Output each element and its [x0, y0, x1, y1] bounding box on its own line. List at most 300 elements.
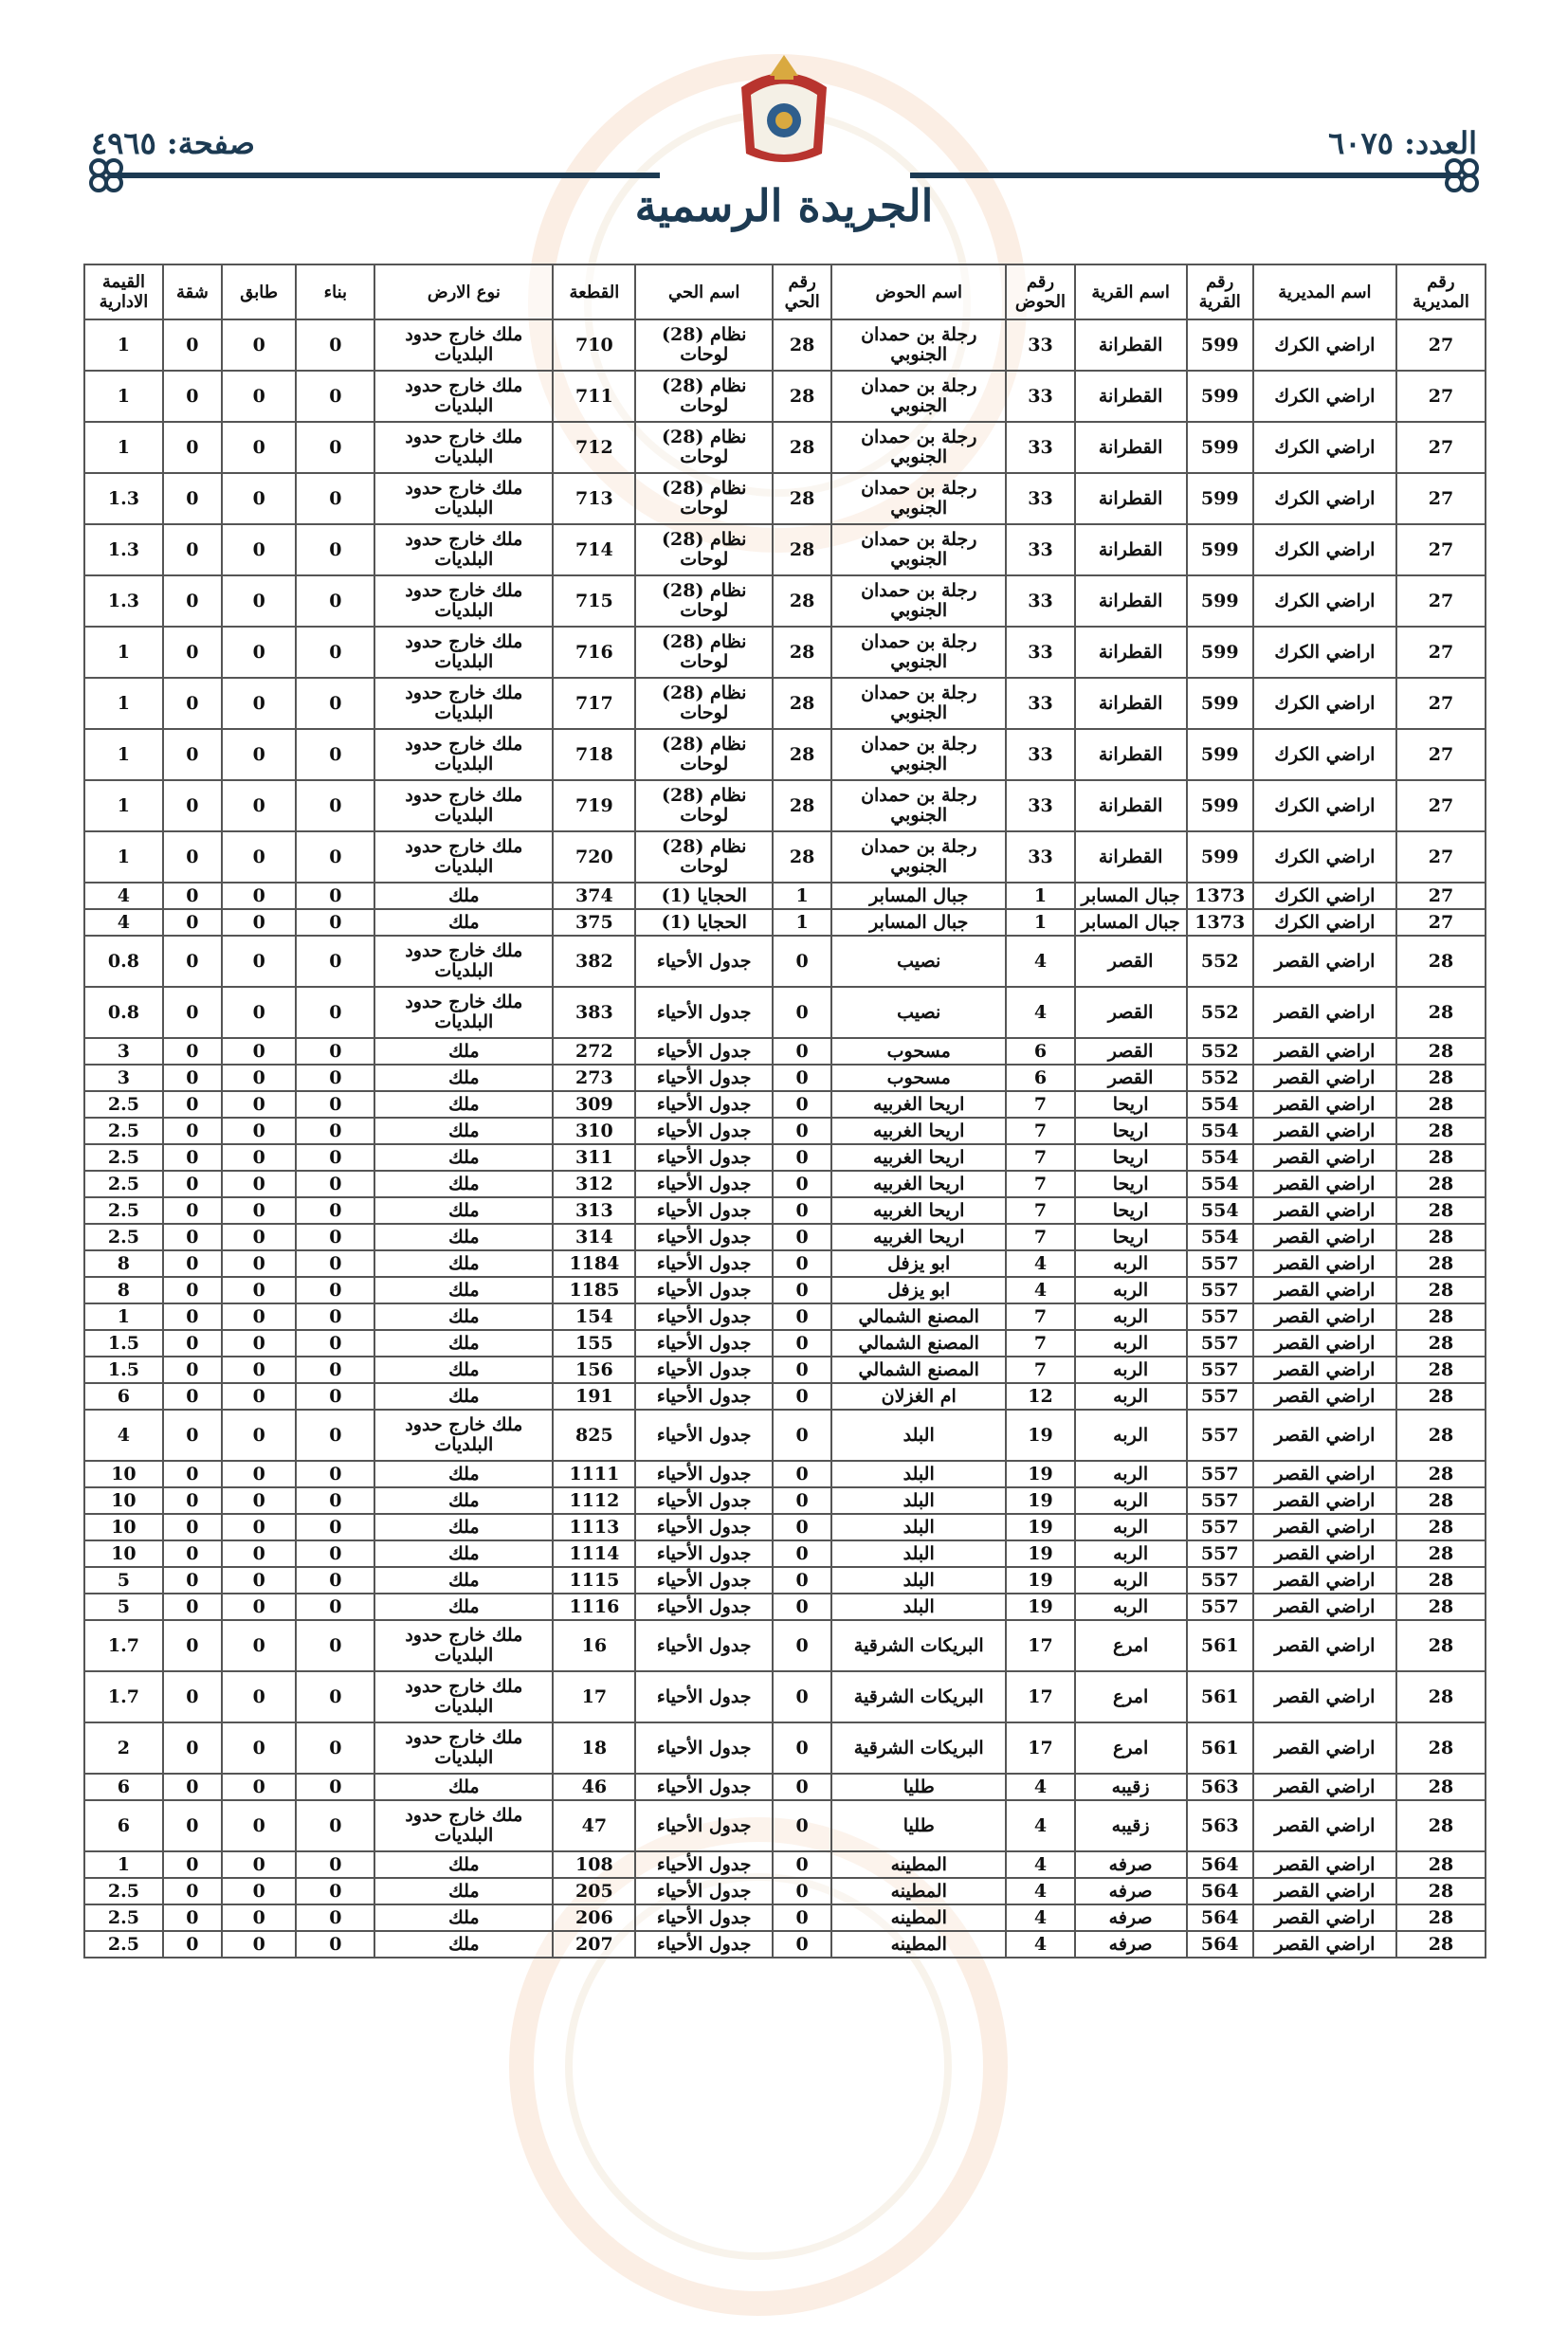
table-row: [84, 524, 1486, 575]
table-cell: 0: [222, 729, 297, 780]
table-cell: 1373: [1187, 909, 1253, 936]
table-cell: 0: [296, 1851, 374, 1878]
header-cell: اسم المديرية: [1253, 264, 1396, 319]
table-cell: ملك: [374, 1038, 553, 1065]
table-cell: 0: [163, 1487, 222, 1514]
table-cell: 2.5: [84, 1091, 163, 1118]
table-cell: 552: [1187, 1065, 1253, 1091]
table-row: [84, 1800, 1486, 1851]
table-cell: 0: [296, 1722, 374, 1774]
table-cell: نظام (28) لوحات: [635, 831, 773, 883]
table-cell: اراضي القصر: [1253, 1774, 1396, 1800]
table-cell: صرفه: [1075, 1878, 1187, 1904]
table-cell: 28: [1396, 1383, 1486, 1410]
table-cell: ملك: [374, 1277, 553, 1303]
table-cell: 0: [773, 1540, 831, 1567]
table-cell: 0: [296, 1800, 374, 1851]
table-cell: نظام (28) لوحات: [635, 524, 773, 575]
header-cell: رقم المديرية: [1396, 264, 1486, 319]
table-cell: نصيب: [831, 936, 1006, 987]
table-cell: 4: [1006, 1250, 1074, 1277]
table-cell: 554: [1187, 1144, 1253, 1171]
table-cell: 1: [773, 909, 831, 936]
table-cell: 0: [222, 1330, 297, 1357]
table-cell: رجلة بن حمدان الجنوبي: [831, 627, 1006, 678]
table-cell: 28: [1396, 1038, 1486, 1065]
table-cell: اريحا: [1075, 1144, 1187, 1171]
table-row: [84, 1878, 1486, 1904]
table-cell: اراضي القصر: [1253, 1171, 1396, 1197]
table-cell: 33: [1006, 422, 1074, 473]
table-cell: 33: [1006, 371, 1074, 422]
table-cell: القصر: [1075, 936, 1187, 987]
table-cell: 0: [163, 883, 222, 909]
table-cell: امرع: [1075, 1722, 1187, 1774]
table-cell: 28: [1396, 936, 1486, 987]
table-row: [84, 1410, 1486, 1461]
table-cell: 1.3: [84, 575, 163, 627]
table-cell: 3: [84, 1038, 163, 1065]
table-cell: 27: [1396, 319, 1486, 371]
gazette-header: [0, 0, 1568, 256]
table-cell: 382: [553, 936, 635, 987]
table-cell: 17: [1006, 1722, 1074, 1774]
table-cell: 314: [553, 1224, 635, 1250]
table-cell: اراضي الكرك: [1253, 883, 1396, 909]
table-row: [84, 1303, 1486, 1330]
table-cell: 28: [773, 575, 831, 627]
table-cell: 0: [222, 1722, 297, 1774]
table-cell: 1: [84, 319, 163, 371]
table-cell: نظام (28) لوحات: [635, 575, 773, 627]
table-cell: اراضي القصر: [1253, 1118, 1396, 1144]
table-cell: 0: [296, 831, 374, 883]
table-cell: 0: [773, 1800, 831, 1851]
table-cell: 28: [1396, 987, 1486, 1038]
table-cell: 0: [222, 1357, 297, 1383]
table-cell: 10: [84, 1461, 163, 1487]
table-cell: 4: [1006, 1774, 1074, 1800]
table-cell: 561: [1187, 1671, 1253, 1722]
table-cell: اراضي القصر: [1253, 1620, 1396, 1671]
table-cell: 0: [222, 1171, 297, 1197]
table-cell: اراضي الكرك: [1253, 780, 1396, 831]
table-cell: 0: [163, 1722, 222, 1774]
table-cell: 0: [163, 1671, 222, 1722]
table-cell: المطينه: [831, 1904, 1006, 1931]
table-cell: 27: [1396, 909, 1486, 936]
table-cell: ملك: [374, 1330, 553, 1357]
table-cell: 0: [773, 1144, 831, 1171]
table-cell: جبال المسابر: [831, 909, 1006, 936]
table-cell: 0: [773, 1277, 831, 1303]
table-cell: 28: [1396, 1144, 1486, 1171]
table-cell: 1: [84, 780, 163, 831]
table-cell: اراضي القصر: [1253, 1931, 1396, 1958]
table-cell: جدول الأحياء: [635, 987, 773, 1038]
table-cell: 1: [84, 678, 163, 729]
table-cell: ملك خارج حدود البلديات: [374, 831, 553, 883]
table-cell: 0: [222, 1671, 297, 1722]
table-cell: ملك: [374, 1931, 553, 1958]
table-cell: ملك: [374, 1774, 553, 1800]
table-cell: القطرانة: [1075, 371, 1187, 422]
table-row: [84, 780, 1486, 831]
table-row: [84, 1540, 1486, 1567]
table-cell: 28: [773, 422, 831, 473]
table-cell: 1: [84, 831, 163, 883]
table-cell: 563: [1187, 1800, 1253, 1851]
table-cell: 28: [1396, 1461, 1486, 1487]
table-row: [84, 1224, 1486, 1250]
table-cell: ملك خارج حدود البلديات: [374, 524, 553, 575]
table-cell: 599: [1187, 319, 1253, 371]
table-cell: 28: [1396, 1722, 1486, 1774]
table-cell: مسحوب: [831, 1038, 1006, 1065]
table-cell: 557: [1187, 1357, 1253, 1383]
table-cell: 10: [84, 1514, 163, 1540]
table-cell: 0: [222, 1277, 297, 1303]
table-row: [84, 1671, 1486, 1722]
table-cell: 1184: [553, 1250, 635, 1277]
table-row: [84, 1567, 1486, 1594]
table-cell: 28: [1396, 1567, 1486, 1594]
table-cell: 7: [1006, 1303, 1074, 1330]
table-cell: 0: [296, 1931, 374, 1958]
hashemite-crest-icon: [732, 49, 836, 173]
table-cell: 2.5: [84, 1931, 163, 1958]
table-cell: 28: [773, 371, 831, 422]
table-row: [84, 1487, 1486, 1514]
table-cell: 561: [1187, 1620, 1253, 1671]
table-cell: ملك: [374, 1065, 553, 1091]
table-cell: 0: [296, 1224, 374, 1250]
table-cell: رجلة بن حمدان الجنوبي: [831, 678, 1006, 729]
table-row: [84, 627, 1486, 678]
table-cell: اراضي القصر: [1253, 1540, 1396, 1567]
table-cell: جدول الأحياء: [635, 1851, 773, 1878]
table-cell: 0: [163, 1330, 222, 1357]
table-cell: 554: [1187, 1091, 1253, 1118]
table-cell: الربه: [1075, 1303, 1187, 1330]
table-cell: البلد: [831, 1514, 1006, 1540]
table-cell: ملك خارج حدود البلديات: [374, 422, 553, 473]
table-cell: 0: [163, 1594, 222, 1620]
table-cell: اراضي القصر: [1253, 1357, 1396, 1383]
table-cell: 27: [1396, 831, 1486, 883]
table-cell: 0: [296, 1514, 374, 1540]
table-cell: جدول الأحياء: [635, 1250, 773, 1277]
table-cell: ملك: [374, 1514, 553, 1540]
table-cell: 33: [1006, 780, 1074, 831]
table-cell: 554: [1187, 1224, 1253, 1250]
table-cell: جدول الأحياء: [635, 1144, 773, 1171]
table-cell: 0.8: [84, 936, 163, 987]
table-cell: 0: [222, 780, 297, 831]
table-cell: 0: [163, 1774, 222, 1800]
header-cell: طابق: [222, 264, 297, 319]
table-cell: 1.5: [84, 1330, 163, 1357]
table-cell: 0: [163, 1540, 222, 1567]
table-cell: 0: [773, 1487, 831, 1514]
table-cell: مسحوب: [831, 1065, 1006, 1091]
table-cell: 712: [553, 422, 635, 473]
table-cell: زقيبه: [1075, 1800, 1187, 1851]
table-cell: اراضي القصر: [1253, 1330, 1396, 1357]
table-cell: 28: [1396, 1091, 1486, 1118]
header-cell: رقم الحوض: [1006, 264, 1074, 319]
table-cell: 6: [1006, 1065, 1074, 1091]
table-cell: 1: [84, 627, 163, 678]
table-cell: 27: [1396, 371, 1486, 422]
table-cell: 554: [1187, 1171, 1253, 1197]
table-cell: 1: [84, 422, 163, 473]
table-cell: اريحا الغربيه: [831, 1091, 1006, 1118]
table-cell: 0: [222, 1118, 297, 1144]
table-cell: 0: [163, 1224, 222, 1250]
table-cell: اراضي القصر: [1253, 1038, 1396, 1065]
table-cell: ملك خارج حدود البلديات: [374, 1800, 553, 1851]
table-cell: 7: [1006, 1357, 1074, 1383]
table-cell: 33: [1006, 831, 1074, 883]
table-cell: 33: [1006, 524, 1074, 575]
table-cell: 28: [1396, 1410, 1486, 1461]
table-cell: 0: [222, 936, 297, 987]
table-row: [84, 1144, 1486, 1171]
table-cell: جدول الأحياء: [635, 1171, 773, 1197]
table-row: [84, 1931, 1486, 1958]
table-cell: ملك: [374, 1303, 553, 1330]
table-cell: الحجايا (1): [635, 883, 773, 909]
table-cell: 552: [1187, 936, 1253, 987]
table-row: [84, 422, 1486, 473]
table-cell: جدول الأحياء: [635, 1671, 773, 1722]
table-cell: المطينه: [831, 1878, 1006, 1904]
header-cell: اسم الحوض: [831, 264, 1006, 319]
table-cell: 0: [163, 1277, 222, 1303]
table-cell: 1113: [553, 1514, 635, 1540]
table-cell: 0: [773, 1514, 831, 1540]
table-cell: 2: [84, 1722, 163, 1774]
table-cell: 557: [1187, 1567, 1253, 1594]
table-cell: اريحا الغربيه: [831, 1224, 1006, 1250]
table-cell: 0: [773, 1065, 831, 1091]
table-cell: اراضي القصر: [1253, 1303, 1396, 1330]
table-cell: 28: [1396, 1594, 1486, 1620]
table-cell: 2.5: [84, 1144, 163, 1171]
table-cell: 0: [163, 729, 222, 780]
table-cell: 28: [773, 524, 831, 575]
table-cell: 0: [222, 1065, 297, 1091]
table-cell: اراضي القصر: [1253, 1671, 1396, 1722]
table-cell: 0: [222, 1303, 297, 1330]
table-cell: نظام (28) لوحات: [635, 729, 773, 780]
table-cell: 2.5: [84, 1118, 163, 1144]
table-cell: 713: [553, 473, 635, 524]
table-cell: 0: [296, 473, 374, 524]
table-row: [84, 1904, 1486, 1931]
table-cell: 4: [1006, 1904, 1074, 1931]
table-cell: ملك خارج حدود البلديات: [374, 627, 553, 678]
table-cell: جدول الأحياء: [635, 1594, 773, 1620]
table-cell: رجلة بن حمدان الجنوبي: [831, 780, 1006, 831]
table-cell: الربه: [1075, 1250, 1187, 1277]
table-cell: 1: [1006, 909, 1074, 936]
table-cell: 554: [1187, 1197, 1253, 1224]
table-cell: 0: [296, 575, 374, 627]
table-cell: 19: [1006, 1540, 1074, 1567]
table-cell: ملك: [374, 1594, 553, 1620]
table-cell: 0: [163, 1620, 222, 1671]
table-cell: 2.5: [84, 1904, 163, 1931]
table-cell: جدول الأحياء: [635, 1774, 773, 1800]
table-cell: الربه: [1075, 1410, 1187, 1461]
table-cell: 0: [163, 1250, 222, 1277]
table-cell: 0: [773, 1567, 831, 1594]
table-cell: 0: [296, 1878, 374, 1904]
table-cell: الربه: [1075, 1514, 1187, 1540]
table-cell: 47: [553, 1800, 635, 1851]
table-cell: اريحا الغربيه: [831, 1118, 1006, 1144]
table-cell: 0: [222, 987, 297, 1038]
table-cell: 0: [163, 1514, 222, 1540]
table-cell: 28: [1396, 1065, 1486, 1091]
table-row: [84, 1620, 1486, 1671]
table-cell: اراضي القصر: [1253, 1878, 1396, 1904]
table-cell: 5: [84, 1567, 163, 1594]
table-cell: 46: [553, 1774, 635, 1800]
table-cell: طليا: [831, 1774, 1006, 1800]
table-cell: 311: [553, 1144, 635, 1171]
table-cell: 557: [1187, 1250, 1253, 1277]
table-cell: ملك خارج حدود البلديات: [374, 678, 553, 729]
table-cell: 1116: [553, 1594, 635, 1620]
table-cell: 561: [1187, 1722, 1253, 1774]
table-cell: 28: [1396, 1171, 1486, 1197]
table-cell: 28: [1396, 1931, 1486, 1958]
table-cell: 272: [553, 1038, 635, 1065]
table-cell: صرفه: [1075, 1904, 1187, 1931]
table-cell: جدول الأحياء: [635, 1303, 773, 1330]
table-row: [84, 936, 1486, 987]
table-cell: رجلة بن حمدان الجنوبي: [831, 319, 1006, 371]
table-row: [84, 1065, 1486, 1091]
table-cell: المصنع الشمالي: [831, 1330, 1006, 1357]
table-cell: المطينه: [831, 1931, 1006, 1958]
table-cell: 0: [163, 422, 222, 473]
table-cell: ملك: [374, 1144, 553, 1171]
table-cell: رجلة بن حمدان الجنوبي: [831, 473, 1006, 524]
table-cell: 0: [296, 319, 374, 371]
table-cell: صرفه: [1075, 1851, 1187, 1878]
table-cell: 0: [296, 1171, 374, 1197]
table-cell: 0: [222, 1594, 297, 1620]
table-cell: 0: [163, 575, 222, 627]
table-cell: 0: [163, 371, 222, 422]
table-cell: 0: [296, 1410, 374, 1461]
table-cell: 312: [553, 1171, 635, 1197]
table-cell: 33: [1006, 678, 1074, 729]
header-cell: شقة: [163, 264, 222, 319]
table-cell: 0: [222, 1197, 297, 1224]
table-cell: 12: [1006, 1383, 1074, 1410]
table-cell: جدول الأحياء: [635, 1904, 773, 1931]
table-body: [84, 319, 1486, 1958]
table-cell: جدول الأحياء: [635, 1461, 773, 1487]
table-cell: 0: [773, 1671, 831, 1722]
table-cell: البلد: [831, 1594, 1006, 1620]
table-cell: اراضي القصر: [1253, 1904, 1396, 1931]
table-cell: اراضي الكرك: [1253, 319, 1396, 371]
table-cell: جدول الأحياء: [635, 1722, 773, 1774]
table-cell: 718: [553, 729, 635, 780]
table-cell: 599: [1187, 678, 1253, 729]
table-cell: 19: [1006, 1461, 1074, 1487]
table-row: [84, 909, 1486, 936]
table-cell: 28: [1396, 1671, 1486, 1722]
table-cell: 557: [1187, 1594, 1253, 1620]
table-cell: 313: [553, 1197, 635, 1224]
table-cell: اراضي الكرك: [1253, 422, 1396, 473]
table-cell: 0: [222, 371, 297, 422]
table-cell: 5: [84, 1594, 163, 1620]
table-cell: البريكات الشرقية: [831, 1620, 1006, 1671]
table-cell: 0: [773, 936, 831, 987]
table-cell: 0: [163, 1461, 222, 1487]
land-values-table: [83, 264, 1486, 1959]
table-cell: 0: [296, 1144, 374, 1171]
table-cell: ام الغزلان: [831, 1383, 1006, 1410]
table-cell: 27: [1396, 883, 1486, 909]
table-cell: ملك خارج حدود البلديات: [374, 729, 553, 780]
table-cell: 0: [773, 1091, 831, 1118]
table-cell: 0: [222, 831, 297, 883]
table-cell: جدول الأحياء: [635, 1118, 773, 1144]
table-cell: الربه: [1075, 1567, 1187, 1594]
table-cell: 1112: [553, 1487, 635, 1514]
table-cell: الربه: [1075, 1487, 1187, 1514]
table-cell: اريحا الغربيه: [831, 1171, 1006, 1197]
table-cell: جدول الأحياء: [635, 1540, 773, 1567]
table-cell: نظام (28) لوحات: [635, 678, 773, 729]
table-cell: ملك: [374, 1383, 553, 1410]
table-cell: 4: [84, 883, 163, 909]
table-cell: 0: [163, 1567, 222, 1594]
table-cell: جدول الأحياء: [635, 1878, 773, 1904]
table-cell: اراضي القصر: [1253, 1224, 1396, 1250]
table-row: [84, 883, 1486, 909]
table-cell: رجلة بن حمدان الجنوبي: [831, 831, 1006, 883]
header-cell: القطعة: [553, 264, 635, 319]
table-cell: 7: [1006, 1330, 1074, 1357]
table-cell: البلد: [831, 1567, 1006, 1594]
table-cell: 557: [1187, 1514, 1253, 1540]
table-cell: 0: [163, 1303, 222, 1330]
table-cell: 309: [553, 1091, 635, 1118]
table-cell: 0: [163, 524, 222, 575]
table-cell: 0: [296, 729, 374, 780]
table-cell: اريحا: [1075, 1224, 1187, 1250]
table-cell: 0: [773, 1197, 831, 1224]
table-cell: 0: [222, 1224, 297, 1250]
table-cell: 557: [1187, 1461, 1253, 1487]
table-cell: جدول الأحياء: [635, 1800, 773, 1851]
table-cell: 0: [163, 319, 222, 371]
table-cell: رجلة بن حمدان الجنوبي: [831, 575, 1006, 627]
table-cell: الربه: [1075, 1594, 1187, 1620]
table-cell: 0: [773, 1851, 831, 1878]
table-cell: ملك خارج حدود البلديات: [374, 371, 553, 422]
